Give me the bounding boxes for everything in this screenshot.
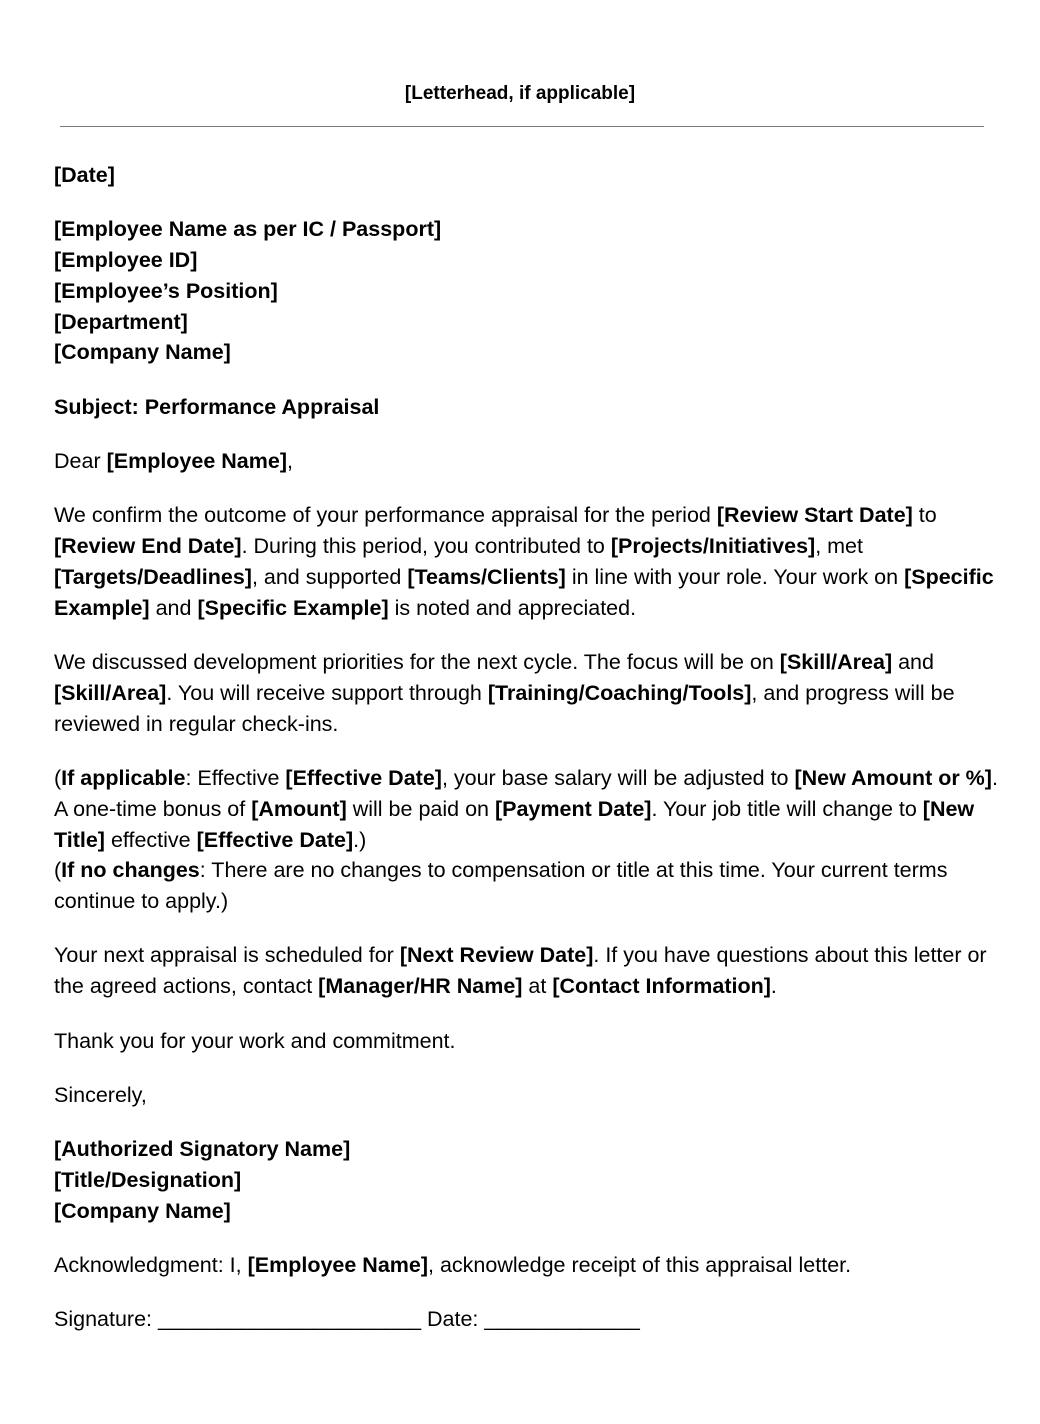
text: , your base salary will be adjusted to <box>441 765 795 790</box>
recipient-block <box>54 214 998 368</box>
text: . During this period, you contributed to <box>241 534 611 559</box>
placeholder-manager-hr-name: [Manager/HR Name] <box>318 974 523 999</box>
placeholder-new-title: [New Title] <box>54 796 975 852</box>
placeholder-specific-example: [Specific Example] <box>54 564 994 620</box>
placeholder-next-review-date: [Next Review Date] <box>399 943 594 968</box>
placeholder-skill-area: [Skill/Area] <box>779 650 893 675</box>
text: Your next appraisal is scheduled for <box>54 943 400 968</box>
text: , acknowledge receipt of this appraisal letter. <box>428 1253 852 1278</box>
text: We confirm the outcome of your performance appraisal for the period <box>54 503 717 528</box>
text: to <box>912 503 937 528</box>
recipient-position: [Employee’s Position] <box>54 278 278 303</box>
text: : There are no changes to compensation or title at this time. Your current terms continue to apply.) <box>54 858 948 914</box>
paragraph-if-no-changes <box>54 855 998 917</box>
text: and <box>149 595 198 620</box>
placeholder-teams: [Teams/Clients] <box>407 564 566 589</box>
text: : Effective <box>185 765 286 790</box>
letter-date: [Date] <box>54 163 115 187</box>
acknowledgment-line <box>54 1250 998 1281</box>
paragraph-appraisal-outcome <box>54 500 998 623</box>
text: ( <box>54 858 62 883</box>
text: We discussed development priorities for the next cycle. The focus will be on <box>54 650 780 675</box>
placeholder-payment-date: [Payment Date] <box>494 796 652 821</box>
placeholder-review-start-date: [Review Start Date] <box>716 503 913 528</box>
recipient-company: [Company Name] <box>54 340 231 365</box>
signature-blank: ______________________ <box>157 1307 422 1332</box>
text: .) <box>353 827 367 852</box>
placeholder-contact-information: [Contact Information] <box>552 974 771 999</box>
text: . Your job title will change to <box>651 796 923 821</box>
letter-body <box>54 160 998 1359</box>
salutation <box>54 446 998 477</box>
text: . <box>770 974 777 999</box>
placeholder-employee-name: [Employee Name] <box>247 1253 429 1278</box>
text: . You will receive support through <box>166 680 488 705</box>
text: , met <box>815 534 863 559</box>
placeholder-effective-date: [Effective Date] <box>285 765 442 790</box>
text: , and progress will be reviewed in regular check-ins. <box>54 680 955 736</box>
placeholder-skill-area: [Skill/Area] <box>54 680 167 705</box>
if-applicable-label: If applicable <box>61 765 186 790</box>
placeholder-effective-date: [Effective Date] <box>196 827 354 852</box>
signatory-name: [Authorized Signatory Name] <box>54 1137 351 1162</box>
text: and <box>892 650 934 675</box>
placeholder-targets: [Targets/Deadlines] <box>54 564 252 589</box>
paragraph-next-review <box>54 940 998 1002</box>
closing-line: Sincerely, <box>54 1082 147 1107</box>
text: effective <box>104 827 197 852</box>
signature-line <box>54 1304 998 1335</box>
placeholder-projects: [Projects/Initiatives] <box>610 534 816 559</box>
placeholder-review-end-date: [Review End Date] <box>54 534 242 559</box>
text: , and supported <box>251 564 408 589</box>
recipient-id: [Employee ID] <box>54 248 198 273</box>
signature-label: Signature: <box>54 1307 158 1332</box>
text: ( <box>54 765 62 790</box>
placeholder-specific-example: [Specific Example] <box>197 595 389 620</box>
text: in line with your role. Your work on <box>565 564 905 589</box>
text: Acknowledgment: I, <box>54 1253 248 1278</box>
paragraph-development <box>54 647 998 739</box>
thanks-line: Thank you for your work and commitment. <box>54 1028 456 1053</box>
date-blank: _____________ <box>484 1307 640 1332</box>
salutation-prefix: Dear <box>54 449 107 474</box>
text: will be paid on <box>346 796 495 821</box>
recipient-department: [Department] <box>54 309 188 334</box>
signatory-company: [Company Name] <box>54 1198 231 1223</box>
placeholder-amount: [Amount] <box>251 796 347 821</box>
recipient-name: [Employee Name as per IC / Passport] <box>54 217 442 242</box>
letterhead-divider <box>60 126 984 127</box>
text: . A one-time bonus of <box>54 765 998 821</box>
letterhead: [Letterhead, if applicable] <box>404 83 636 104</box>
paragraph-if-applicable <box>54 763 998 855</box>
text: . If you have questions about this letter or the agreed actions, contact <box>54 943 987 999</box>
date-label: Date: <box>421 1307 485 1332</box>
subject-line: Subject: Performance Appraisal <box>54 394 380 419</box>
placeholder-training: [Training/Coaching/Tools] <box>487 680 752 705</box>
signatory-title: [Title/Designation] <box>54 1167 242 1192</box>
if-no-changes-label: If no changes <box>61 858 200 883</box>
salutation-suffix: , <box>287 449 293 474</box>
salutation-name: [Employee Name] <box>106 449 287 474</box>
placeholder-new-amount: [New Amount or %] <box>794 765 992 790</box>
signatory-block <box>54 1134 998 1226</box>
text: is noted and appreciated. <box>388 595 637 620</box>
text: at <box>522 974 553 999</box>
